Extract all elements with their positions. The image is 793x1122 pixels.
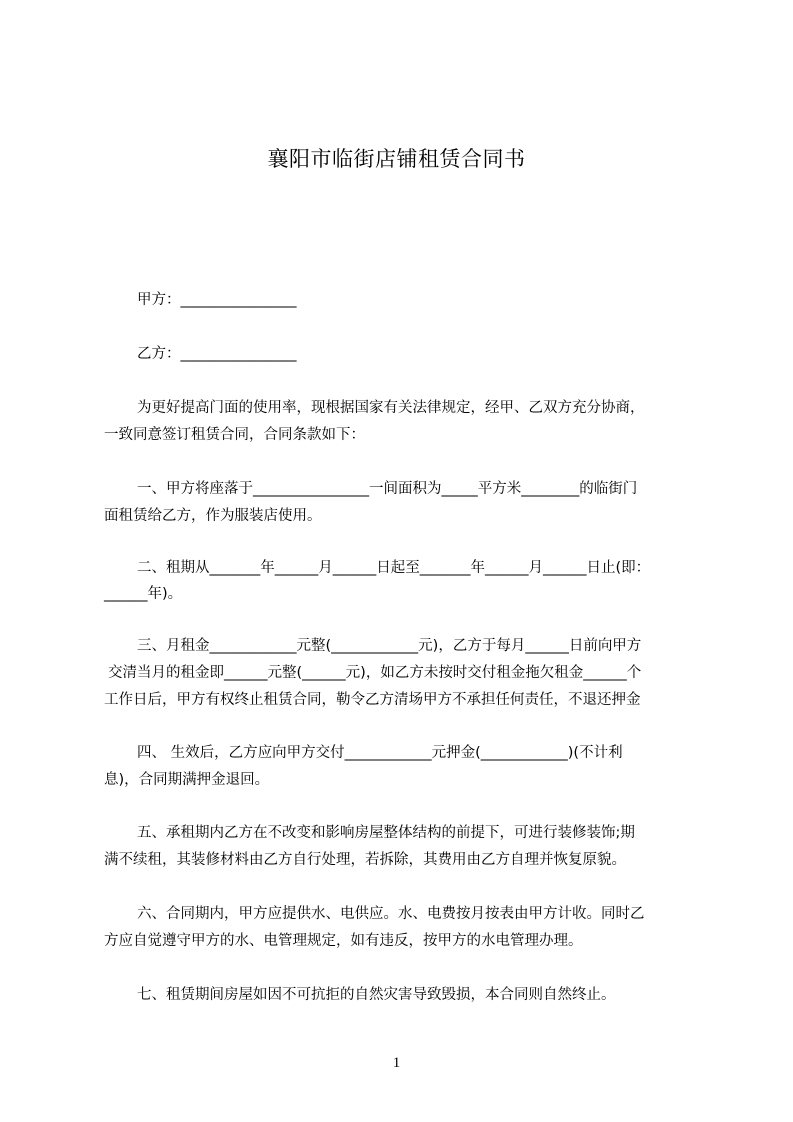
clause-5-line-2: 满不续租，其装修材料由乙方自行处理，若拆除，其费用由乙方自理并恢复原貌。 — [104, 852, 626, 868]
page-number: 1 — [392, 1055, 401, 1071]
clause-7-line-1: 七、租赁期间房屋如因不可抗拒的自然灾害导致毁损，本合同则自然终止。 — [137, 987, 616, 1003]
document-title: 襄阳市临街店铺租赁合同书 — [267, 147, 526, 171]
intro-line-1: 为更好提高门面的使用率，现根据国家有关法律规定，经甲、乙双方充分协商， — [137, 400, 645, 416]
clause-5-line-1: 五、承租期内乙方在不改变和影响房屋整体结构的前提下，可进行装修装饰;期 — [137, 825, 635, 841]
clause-3-line-1: 三、月租金____________元整(____________元)，乙方于每月______日前向甲方 — [137, 638, 642, 654]
clause-1-line-1: 一、甲方将座落于________________一间面积为_____平方米________的临街门 — [137, 481, 638, 497]
intro-line-2: 一致同意签订租赁合同，合同条款如下： — [104, 427, 365, 443]
clause-4-line-1: 四、 生效后，乙方应向甲方交付____________元押金(____________)(不计利 — [137, 745, 623, 761]
clause-6-line-2: 方应自觉遵守甲方的水、电管理规定，如有违反，按甲方的水电管理办理。 — [104, 933, 583, 949]
party-b-line: 乙方：________________ — [137, 346, 297, 362]
party-a-line: 甲方：________________ — [137, 292, 297, 308]
clause-6-line-1: 六、合同期内，甲方应提供水、电供应。水、电费按月按表由甲方计收。同时乙 — [137, 906, 645, 922]
clause-2-line-1: 二、租期从_______年______月______日起至_______年______月______日止(即： — [137, 560, 651, 576]
clause-4-line-2: 息)，合同期满押金退回。 — [104, 772, 270, 788]
clause-3-line-2: 交清当月的租金即______元整(______元)，如乙方未按时交付租金拖欠租金______个 — [108, 665, 642, 681]
clause-1-line-2: 面租赁给乙方，作为服装店使用。 — [104, 508, 322, 524]
clause-2-line-2: ______年)。 — [104, 586, 183, 602]
clause-3-line-3: 工作日后，甲方有权终止租赁合同，勒令乙方清场甲方不承担任何责任，不退还押金 — [104, 692, 641, 708]
